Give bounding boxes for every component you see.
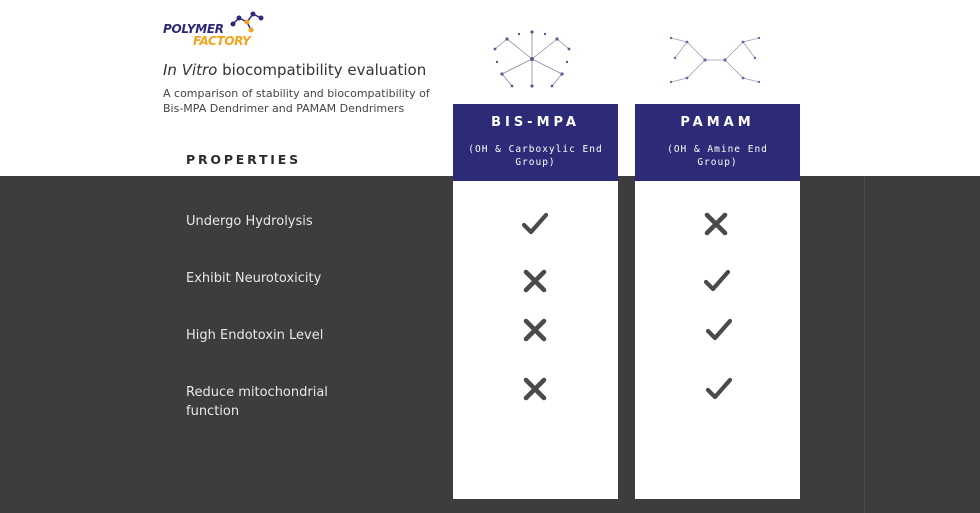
check-icon — [706, 376, 732, 402]
column-title: PAMAM — [680, 115, 755, 130]
column-subtitle: (OH & Carboxylic End Group) — [468, 144, 603, 168]
logo-text-factory: FACTORY — [193, 34, 251, 48]
mark-bis-row4 — [522, 376, 548, 402]
pamam-dendrimer-icon — [665, 30, 765, 90]
divider — [864, 176, 865, 513]
column-header-pamam — [635, 104, 800, 181]
cross-icon — [522, 376, 548, 402]
mark-pamam-row4 — [706, 376, 732, 402]
page-title — [163, 61, 426, 79]
mark-bis-row2 — [522, 268, 548, 294]
check-icon — [706, 317, 732, 343]
column-subtitle: (OH & Amine End Group) — [667, 144, 768, 168]
property-label: High Endotoxin Level — [186, 328, 324, 343]
title-rest: biocompatibility evaluation — [217, 61, 427, 79]
column-header-bis-mpa — [453, 104, 618, 181]
logo-text-polymer: POLYMER — [163, 22, 224, 36]
property-label: Reduce mitochondrial function — [186, 385, 328, 419]
mark-bis-row3 — [522, 317, 548, 343]
title-italic: In Vitro — [163, 61, 218, 79]
cross-icon — [522, 317, 548, 343]
mark-pamam-row1 — [703, 211, 729, 237]
check-icon — [704, 268, 730, 294]
column-bis-mpa — [453, 104, 618, 499]
mark-bis-row1 — [522, 211, 548, 237]
molecule-logo-icon — [229, 8, 265, 34]
properties-heading: PROPERTIES — [186, 152, 301, 167]
polymer-factory-logo — [163, 8, 273, 48]
cross-icon — [522, 268, 548, 294]
column-title: BIS-MPA — [491, 115, 580, 130]
property-label: Exhibit Neurotoxicity — [186, 271, 322, 286]
property-label: Undergo Hydrolysis — [186, 214, 313, 229]
page-subtitle: A comparison of stability and biocompatibility of Bis-MPA Dendrimer and PAMAM Dendrimers — [163, 87, 430, 115]
mark-pamam-row3 — [706, 317, 732, 343]
column-pamam — [635, 104, 800, 499]
cross-icon — [703, 211, 729, 237]
mark-pamam-row2 — [704, 268, 730, 294]
bis-mpa-dendrimer-icon — [487, 24, 577, 94]
check-icon — [522, 211, 548, 237]
